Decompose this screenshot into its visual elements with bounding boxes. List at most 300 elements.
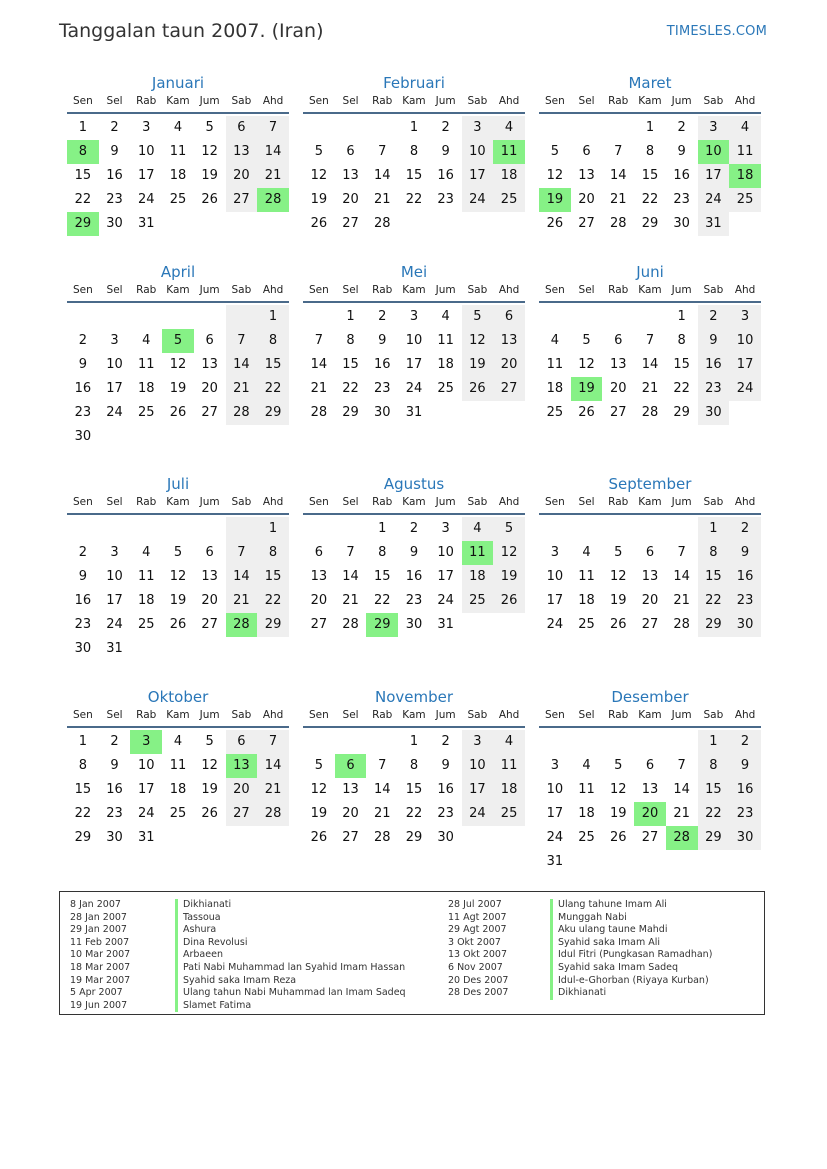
day-cell: 22 — [641, 192, 659, 207]
day-cell: 4 — [729, 116, 761, 140]
day-cell: 12 — [493, 541, 525, 565]
day-cell: 4 — [142, 545, 151, 560]
day-cell: 2 — [110, 120, 119, 135]
day-cell: 19 — [201, 168, 218, 183]
brand-logo-link[interactable]: TIMESLES.COM — [666, 24, 767, 39]
weekday-label: Rab — [136, 95, 157, 107]
day-cell: 15 — [373, 569, 391, 584]
weekday-label: Ahd — [498, 95, 520, 107]
day-cell: 1 — [677, 309, 686, 324]
weekday-label: Rab — [372, 496, 393, 508]
day-cell: 25 — [578, 830, 595, 845]
day-cell: 5 — [462, 305, 494, 329]
day-cell: 3 — [441, 521, 450, 536]
day-cell: 27 — [578, 216, 595, 231]
weekday-label: Sab — [467, 709, 488, 721]
weekday-label: Kam — [402, 709, 426, 721]
month-januari — [67, 72, 289, 236]
day-cell: 24 — [698, 188, 730, 212]
day-cell: 24 — [106, 405, 123, 420]
day-cell: 7 — [257, 730, 289, 754]
weekday-label: Sab — [703, 496, 724, 508]
legend-holiday-name: Dina Revolusi — [175, 937, 406, 950]
month-name: Desember — [611, 688, 689, 706]
weekday-label: Sen — [308, 284, 329, 296]
holiday-day-cell: 10 — [698, 140, 730, 164]
weekday-label: Sen — [544, 284, 565, 296]
day-cell: 13 — [201, 357, 218, 372]
day-cell: 16 — [373, 357, 391, 372]
month-name: Juni — [636, 263, 664, 281]
day-cell: 12 — [169, 569, 187, 584]
weekday-label: Jum — [199, 709, 220, 721]
day-cell: 16 — [729, 778, 761, 802]
day-cell: 18 — [493, 164, 525, 188]
empty-cell — [602, 116, 634, 140]
weekday-label: Sel — [342, 496, 359, 508]
day-cell: 30 — [74, 429, 92, 444]
empty-cell — [539, 730, 571, 754]
legend-holiday-name: Slamet Fatima — [175, 1000, 406, 1013]
day-cell: 22 — [74, 806, 92, 821]
weekday-header — [539, 708, 761, 728]
day-cell: 25 — [437, 381, 454, 396]
day-cell: 13 — [342, 782, 359, 797]
day-cell: 21 — [257, 164, 289, 188]
holiday-day-cell: 28 — [666, 826, 698, 850]
day-cell: 1 — [257, 517, 289, 541]
empty-cell — [493, 826, 525, 850]
empty-cell — [335, 116, 367, 140]
weekday-label: Rab — [608, 284, 629, 296]
holiday-day-cell: 13 — [226, 754, 258, 778]
day-cell: 1 — [257, 305, 289, 329]
day-cell: 6 — [205, 333, 214, 348]
day-cell: 28 — [342, 617, 359, 632]
empty-cell — [226, 517, 258, 541]
day-cell: 27 — [310, 617, 328, 632]
day-cell: 7 — [378, 758, 387, 773]
day-cell: 10 — [546, 782, 564, 797]
day-cell: 29 — [405, 830, 423, 845]
day-cell: 17 — [137, 168, 155, 183]
month-name: November — [374, 688, 454, 706]
day-cell: 15 — [405, 168, 423, 183]
day-cell: 2 — [729, 730, 761, 754]
day-cell: 7 — [314, 333, 323, 348]
day-cell: 30 — [405, 617, 423, 632]
legend-holiday-name: Ulang tahun Nabi Muhammad lan Imam Sadeq — [175, 987, 406, 1000]
day-cell: 20 — [342, 192, 359, 207]
weekday-label: Kam — [166, 496, 190, 508]
weekday-header — [303, 94, 525, 114]
legend-date: 29 Agt 2007 — [448, 924, 507, 936]
legend-date: 5 Apr 2007 — [70, 987, 123, 999]
day-cell: 21 — [373, 806, 391, 821]
day-cell: 7 — [645, 333, 655, 348]
day-grid — [67, 116, 289, 236]
month-name: Februari — [383, 74, 445, 92]
day-cell: 30 — [373, 405, 391, 420]
empty-cell — [257, 637, 289, 661]
day-cell: 6 — [493, 305, 525, 329]
month-juli — [67, 473, 289, 661]
day-grid — [303, 730, 525, 850]
weekday-label: Sab — [231, 284, 252, 296]
empty-cell — [303, 116, 335, 140]
legend-holiday-name: Munggah Nabi — [550, 912, 712, 925]
empty-cell — [539, 305, 571, 329]
empty-cell — [226, 305, 258, 329]
weekday-label: Rab — [372, 709, 393, 721]
day-cell: 2 — [78, 545, 87, 560]
day-cell: 2 — [378, 309, 387, 324]
empty-cell — [430, 401, 462, 425]
weekday-label: Ahd — [734, 496, 756, 508]
day-cell: 12 — [310, 782, 328, 797]
weekday-label: Sen — [72, 284, 93, 296]
holiday-day-cell: 11 — [493, 140, 525, 164]
day-cell: 10 — [462, 140, 494, 164]
day-cell: 11 — [169, 758, 187, 773]
day-cell: 28 — [226, 401, 258, 425]
empty-cell — [571, 850, 603, 874]
day-cell: 18 — [578, 806, 595, 821]
day-cell: 20 — [641, 593, 659, 608]
empty-cell — [99, 517, 131, 541]
holiday-day-cell: 5 — [162, 329, 194, 353]
day-cell: 21 — [673, 806, 690, 821]
day-cell: 26 — [169, 405, 187, 420]
empty-cell — [571, 305, 603, 329]
day-grid — [67, 730, 289, 850]
legend-holiday-name: Aku ulang taune Mahdi — [550, 924, 712, 937]
day-cell: 23 — [729, 589, 761, 613]
weekday-label: Jum — [199, 496, 220, 508]
day-cell: 2 — [677, 120, 686, 135]
empty-cell — [303, 517, 335, 541]
empty-cell — [130, 517, 162, 541]
legend-date: 11 Agt 2007 — [448, 911, 507, 923]
day-cell: 30 — [729, 826, 761, 850]
legend-holiday-name: Arbaeen — [175, 949, 406, 962]
day-cell: 25 — [137, 405, 155, 420]
weekday-label: Sab — [467, 95, 488, 107]
day-cell: 21 — [641, 381, 659, 396]
month-desember — [539, 686, 761, 874]
day-cell: 31 — [106, 641, 123, 656]
weekday-label: Ahd — [262, 284, 284, 296]
day-cell: 1 — [78, 734, 87, 749]
legend-date: 10 Mar 2007 — [70, 949, 131, 961]
day-cell: 14 — [226, 353, 258, 377]
day-cell: 6 — [226, 116, 258, 140]
day-cell: 29 — [698, 826, 730, 850]
day-cell: 7 — [226, 329, 258, 353]
weekday-label: Jum — [199, 95, 220, 107]
month-mei — [303, 261, 525, 425]
day-cell: 11 — [437, 333, 454, 348]
weekday-label: Rab — [136, 284, 157, 296]
weekday-label: Kam — [402, 496, 426, 508]
day-cell: 5 — [314, 758, 323, 773]
day-cell: 9 — [729, 754, 761, 778]
empty-cell — [257, 425, 289, 449]
day-cell: 7 — [257, 116, 289, 140]
day-cell: 1 — [378, 521, 387, 536]
holiday-day-cell: 29 — [67, 212, 99, 236]
weekday-label: Kam — [402, 284, 426, 296]
day-cell: 15 — [342, 357, 359, 372]
day-cell: 25 — [493, 188, 525, 212]
day-cell: 18 — [137, 381, 155, 396]
day-cell: 14 — [257, 140, 289, 164]
day-cell: 6 — [346, 144, 355, 159]
empty-cell — [462, 613, 494, 637]
weekday-header — [539, 283, 761, 303]
day-cell: 20 — [226, 778, 258, 802]
day-grid — [539, 116, 761, 236]
day-cell: 17 — [462, 164, 494, 188]
day-cell: 9 — [110, 758, 119, 773]
day-cell: 28 — [373, 216, 391, 231]
day-cell: 23 — [373, 381, 391, 396]
day-cell: 2 — [78, 333, 87, 348]
day-cell: 24 — [546, 830, 564, 845]
day-cell: 27 — [609, 405, 627, 420]
legend-date: 18 Mar 2007 — [70, 961, 131, 973]
day-cell: 14 — [673, 569, 690, 584]
day-cell: 31 — [137, 216, 155, 231]
empty-cell — [462, 212, 494, 236]
day-cell: 29 — [74, 830, 92, 845]
day-grid — [67, 517, 289, 661]
weekday-label: Sel — [578, 284, 595, 296]
empty-cell — [571, 730, 603, 754]
day-cell: 17 — [405, 357, 423, 372]
day-cell: 30 — [729, 613, 761, 637]
weekday-label: Sel — [578, 95, 595, 107]
day-cell: 3 — [462, 730, 494, 754]
day-cell: 10 — [106, 569, 123, 584]
day-cell: 15 — [74, 782, 92, 797]
day-cell: 22 — [698, 802, 730, 826]
day-cell: 23 — [673, 192, 690, 207]
legend-date: 20 Des 2007 — [448, 974, 509, 986]
weekday-header — [539, 94, 761, 114]
day-cell: 17 — [106, 381, 123, 396]
holiday-day-cell: 19 — [539, 188, 571, 212]
day-cell: 25 — [729, 188, 761, 212]
day-cell: 19 — [169, 381, 187, 396]
legend-left-names — [175, 899, 406, 1012]
empty-cell — [303, 730, 335, 754]
day-cell: 17 — [546, 806, 564, 821]
day-cell: 29 — [698, 613, 730, 637]
day-cell: 25 — [137, 617, 155, 632]
day-cell: 30 — [106, 216, 123, 231]
day-cell: 11 — [137, 569, 155, 584]
empty-cell — [666, 730, 698, 754]
day-cell: 25 — [169, 806, 187, 821]
month-name: Mei — [400, 263, 428, 281]
empty-cell — [634, 517, 666, 541]
day-cell: 17 — [462, 778, 494, 802]
weekday-label: Sab — [703, 95, 724, 107]
day-cell: 6 — [614, 333, 623, 348]
weekday-label: Jum — [671, 709, 692, 721]
day-cell: 14 — [373, 168, 391, 183]
weekday-label: Sen — [72, 496, 93, 508]
day-cell: 18 — [462, 565, 494, 589]
legend-date: 8 Jan 2007 — [70, 899, 121, 910]
empty-cell — [67, 517, 99, 541]
day-cell: 6 — [205, 545, 214, 560]
weekday-label: Jum — [435, 709, 456, 721]
day-cell: 31 — [698, 212, 730, 236]
day-cell: 16 — [106, 168, 123, 183]
legend-date: 3 Okt 2007 — [448, 936, 501, 948]
weekday-label: Sen — [72, 709, 93, 721]
day-cell: 17 — [729, 353, 761, 377]
day-cell: 25 — [493, 802, 525, 826]
day-cell: 3 — [550, 758, 559, 773]
day-cell: 5 — [205, 120, 214, 135]
legend-right-names — [550, 899, 712, 1000]
day-cell: 4 — [582, 758, 591, 773]
empty-cell — [366, 116, 398, 140]
day-cell: 21 — [673, 593, 690, 608]
day-cell: 15 — [641, 168, 659, 183]
day-cell: 8 — [257, 329, 289, 353]
day-cell: 22 — [405, 806, 423, 821]
day-cell: 27 — [641, 830, 659, 845]
day-cell: 5 — [493, 517, 525, 541]
weekday-header — [67, 94, 289, 114]
empty-cell — [634, 730, 666, 754]
day-cell: 5 — [550, 144, 559, 159]
weekday-label: Ahd — [262, 95, 284, 107]
day-cell: 24 — [546, 617, 564, 632]
empty-cell — [226, 212, 258, 236]
empty-cell — [162, 212, 194, 236]
day-cell: 20 — [609, 381, 627, 396]
day-cell: 10 — [462, 754, 494, 778]
day-cell: 4 — [493, 730, 525, 754]
day-cell: 21 — [609, 192, 627, 207]
month-name: Januari — [151, 74, 205, 92]
day-cell: 23 — [729, 802, 761, 826]
day-cell: 22 — [257, 589, 289, 613]
weekday-label: Ahd — [498, 709, 520, 721]
empty-cell — [194, 826, 226, 850]
weekday-label: Rab — [136, 709, 157, 721]
day-cell: 6 — [314, 545, 323, 560]
legend-holiday-name: Pati Nabi Muhammad lan Syahid Imam Hassan — [175, 962, 406, 975]
day-cell: 7 — [226, 541, 258, 565]
legend-holiday-name: Syahid saka Imam Reza — [175, 975, 406, 988]
weekday-label: Kam — [166, 95, 190, 107]
day-cell: 28 — [673, 617, 690, 632]
empty-cell — [602, 850, 634, 874]
day-cell: 24 — [137, 192, 155, 207]
legend-date: 28 Jul 2007 — [448, 899, 502, 910]
day-cell: 12 — [201, 144, 218, 159]
empty-cell — [335, 517, 367, 541]
weekday-label: Sen — [544, 496, 565, 508]
legend-date: 28 Des 2007 — [448, 987, 509, 999]
empty-cell — [462, 826, 494, 850]
day-cell: 3 — [462, 116, 494, 140]
day-cell: 10 — [106, 357, 123, 372]
day-cell: 14 — [373, 782, 391, 797]
day-cell: 15 — [257, 353, 289, 377]
weekday-label: Sab — [467, 284, 488, 296]
day-cell: 27 — [342, 216, 359, 231]
day-cell: 4 — [493, 116, 525, 140]
day-cell: 16 — [437, 168, 454, 183]
day-cell: 20 — [342, 806, 359, 821]
day-cell: 31 — [137, 830, 155, 845]
day-cell: 3 — [409, 309, 419, 324]
day-cell: 28 — [310, 405, 328, 420]
day-cell: 10 — [546, 569, 564, 584]
day-cell: 14 — [257, 754, 289, 778]
weekday-header — [67, 283, 289, 303]
day-cell: 16 — [74, 381, 92, 396]
legend-date: 6 Nov 2007 — [448, 961, 503, 973]
day-cell: 19 — [201, 782, 218, 797]
day-cell: 24 — [437, 593, 454, 608]
weekday-label: Kam — [402, 95, 426, 107]
day-cell: 2 — [441, 734, 450, 749]
day-cell: 25 — [169, 192, 187, 207]
empty-cell — [698, 850, 730, 874]
day-cell: 24 — [462, 802, 494, 826]
day-cell: 24 — [137, 806, 155, 821]
holiday-day-cell: 18 — [729, 164, 761, 188]
day-cell: 8 — [78, 758, 87, 773]
empty-cell — [602, 730, 634, 754]
empty-cell — [67, 305, 99, 329]
day-cell: 10 — [405, 333, 423, 348]
day-cell: 5 — [614, 758, 623, 773]
legend-date: 19 Mar 2007 — [70, 974, 131, 986]
day-cell: 21 — [257, 778, 289, 802]
day-cell: 23 — [74, 405, 92, 420]
day-cell: 4 — [173, 734, 183, 749]
day-cell: 7 — [677, 758, 686, 773]
day-cell: 7 — [614, 144, 623, 159]
day-cell: 6 — [645, 758, 655, 773]
day-cell: 22 — [673, 381, 690, 396]
day-cell: 23 — [437, 192, 454, 207]
month-oktober — [67, 686, 289, 850]
day-cell: 24 — [106, 617, 123, 632]
day-cell: 15 — [257, 565, 289, 589]
legend-date: 11 Feb 2007 — [70, 936, 130, 948]
day-cell: 3 — [698, 116, 730, 140]
day-cell: 18 — [137, 593, 155, 608]
holiday-legend — [59, 891, 765, 1015]
month-name: April — [160, 263, 196, 281]
month-februari — [303, 72, 525, 236]
legend-holiday-name: Dikhianati — [175, 899, 406, 912]
day-cell: 26 — [201, 192, 218, 207]
weekday-label: Ahd — [498, 496, 520, 508]
legend-holiday-name: Ulang tahune Imam Ali — [550, 899, 712, 912]
empty-cell — [493, 401, 525, 425]
